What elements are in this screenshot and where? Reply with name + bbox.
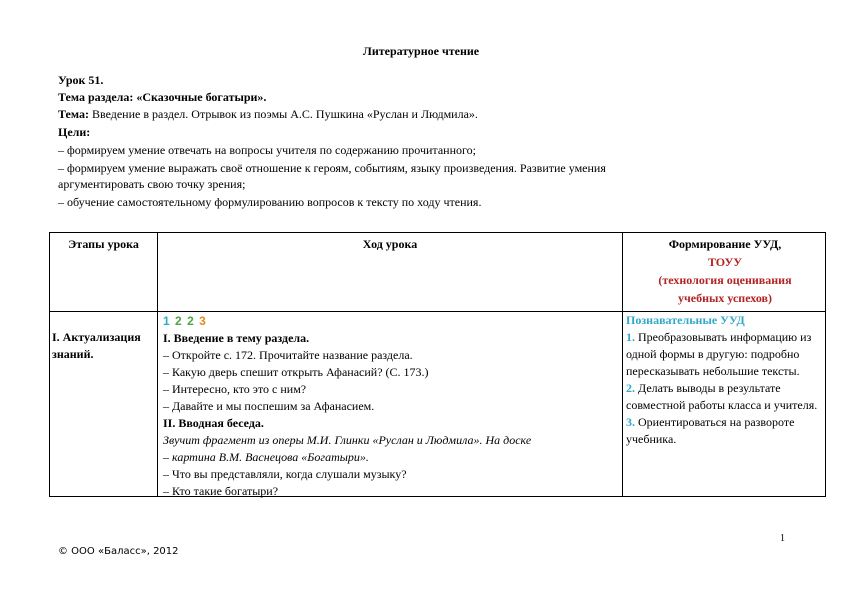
uud-item-text: Преобразовывать информацию из одной формы в другую: подробно пересказывать небольшие тексты. bbox=[626, 330, 812, 378]
uud-cell bbox=[626, 312, 824, 448]
header-course: Ход урока bbox=[362, 237, 418, 251]
section-line bbox=[58, 89, 266, 106]
goals-label: Цели: bbox=[58, 125, 91, 139]
goal-item: – обучение самостоятельному формулированию вопросов к тексту по ходу чтения. bbox=[58, 195, 482, 209]
uud-item bbox=[626, 380, 824, 414]
question-line: – Что вы представляли, когда слушали музыку? bbox=[163, 467, 407, 481]
uud-title: Познавательные УУД bbox=[626, 313, 745, 327]
level-numbers bbox=[163, 313, 619, 330]
lesson-number: Урок 51. bbox=[58, 73, 104, 87]
uud-item-text: Делать выводы в результате совместной работы класса и учителя. bbox=[626, 381, 818, 412]
goal-item-continued: аргументировать свою точку зрения; bbox=[58, 177, 246, 191]
header-uud-title: Формирование УУД, bbox=[668, 237, 782, 251]
course-line: – Давайте и мы поспешим за Афанасием. bbox=[163, 399, 375, 413]
level-2-repeat: 2 bbox=[187, 314, 195, 328]
uud-item-text: Ориентироваться на развороте учебника. bbox=[626, 415, 795, 446]
course-line: – Интересно, кто это с ним? bbox=[163, 382, 307, 396]
uud-item-number: 2. bbox=[626, 381, 635, 395]
page-number: 1 bbox=[780, 533, 785, 544]
level-2: 2 bbox=[175, 314, 183, 328]
header-uud-sub: (технология оценивания bbox=[658, 273, 792, 287]
section-value: «Сказочные богатыри». bbox=[136, 90, 267, 104]
talk-heading: II. Вводная беседа. bbox=[163, 416, 264, 430]
topic-line bbox=[58, 106, 478, 123]
header-uud-sub: учебных успехов) bbox=[677, 291, 773, 305]
page-title: Литературное чтение bbox=[362, 44, 480, 58]
header-uud bbox=[623, 235, 827, 307]
goal-item: – формируем умение отвечать на вопросы учителя по содержанию прочитанного; bbox=[58, 143, 476, 157]
painting-note: – картина В.М. Васнецова «Богатыри». bbox=[163, 450, 369, 464]
uud-item bbox=[626, 329, 824, 380]
topic-label: Тема: bbox=[58, 107, 92, 121]
lesson-table bbox=[49, 232, 826, 497]
stage-cell: I. Актуализация знаний. bbox=[52, 330, 141, 361]
music-note: Звучит фрагмент из оперы М.И. Глинки «Руслан и Людмила». На доске bbox=[163, 433, 532, 447]
section-label: Тема раздела: bbox=[58, 90, 137, 104]
course-line: – Откройте с. 172. Прочитайте название раздела. bbox=[163, 348, 413, 362]
course-cell bbox=[163, 313, 619, 500]
question-line: – Кто такие богатыри? bbox=[163, 484, 279, 498]
uud-item-number: 3. bbox=[626, 415, 635, 429]
goal-item: – формируем умение выражать своё отношение к героям, событиям, языку произведения. Развитие умения bbox=[58, 161, 606, 175]
level-1: 1 bbox=[163, 314, 171, 328]
topic-value: Введение в раздел. Отрывок из поэмы А.С. Пушкина «Руслан и Людмила». bbox=[91, 107, 478, 121]
uud-item-number: 1. bbox=[626, 330, 635, 344]
header-stages: Этапы урока bbox=[68, 237, 139, 251]
level-3: 3 bbox=[199, 314, 207, 328]
header-uud-touu: ТОУУ bbox=[707, 255, 743, 269]
uud-item bbox=[626, 414, 824, 448]
intro-heading: I. Введение в тему раздела. bbox=[163, 331, 310, 345]
course-line: – Какую дверь спешит открыть Афанасий? (С. 173.) bbox=[163, 365, 429, 379]
column-divider bbox=[157, 233, 158, 496]
copyright-footer: © ООО «Баласс», 2012 bbox=[58, 546, 179, 557]
